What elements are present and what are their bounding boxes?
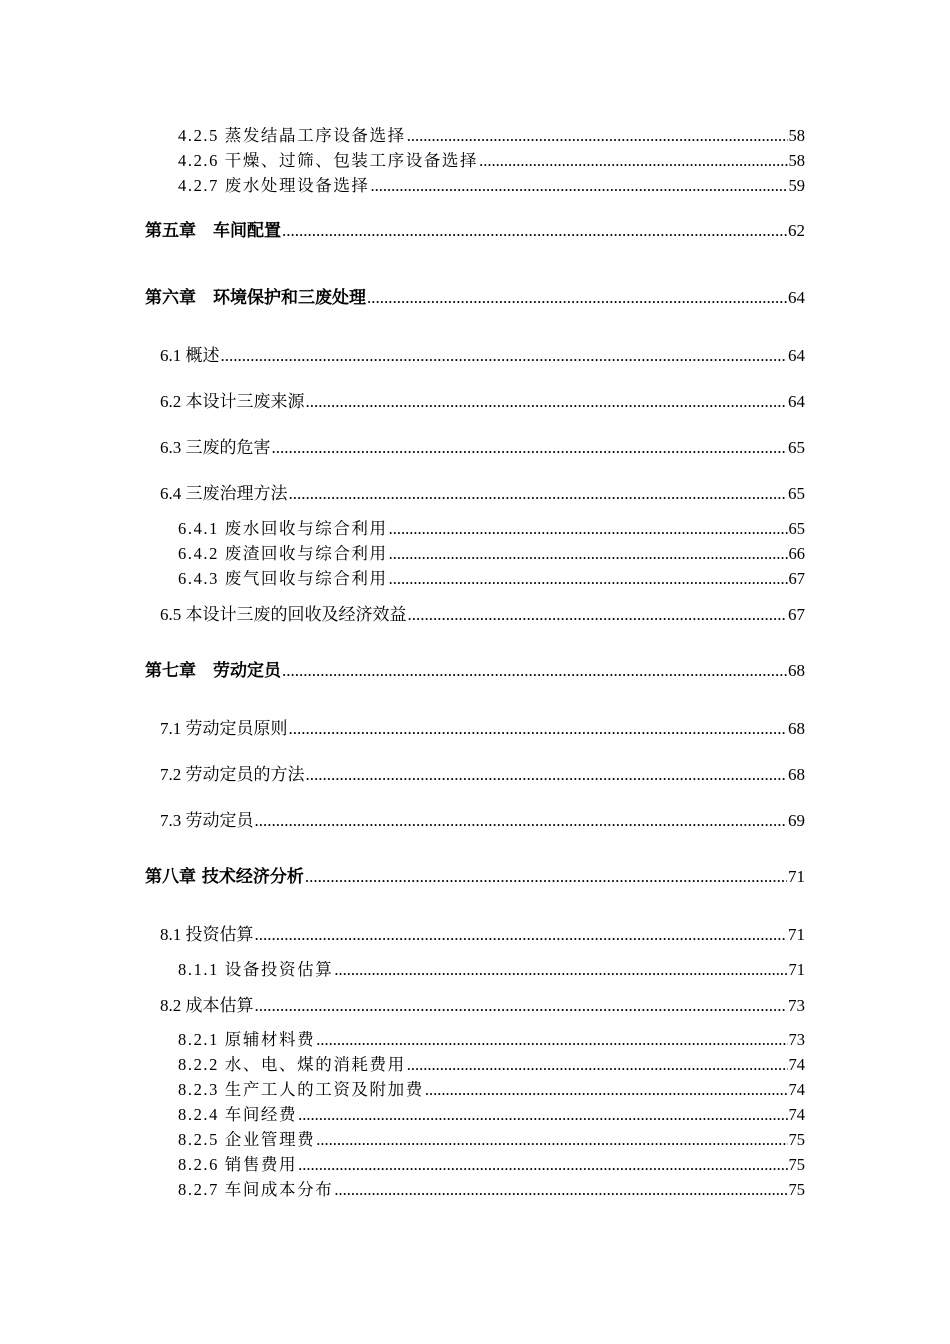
toc-entry-title: 7.1 劳动定员原则 xyxy=(160,719,288,738)
toc-entry-title: 第七章 劳动定员 xyxy=(145,661,281,681)
toc-entry[interactable] xyxy=(145,662,805,680)
toc-dot-leader xyxy=(425,1082,788,1099)
toc-entry-title: 7.3 劳动定员 xyxy=(160,811,254,830)
toc-entry[interactable] xyxy=(178,1082,805,1099)
toc-entry[interactable] xyxy=(178,1032,805,1049)
toc-entry-title: 8.1 投资估算 xyxy=(160,925,254,944)
toc-dot-leader xyxy=(306,393,788,410)
toc-entry[interactable] xyxy=(145,222,805,240)
toc-entry[interactable] xyxy=(178,546,805,563)
toc-page-number: 59 xyxy=(788,176,805,195)
toc-page-number: 58 xyxy=(788,126,805,145)
toc-entry[interactable] xyxy=(160,926,805,943)
toc-entry-title: 6.4.2 废渣回收与综合利用 xyxy=(178,544,388,563)
toc-dot-leader xyxy=(298,1157,787,1174)
toc-entry[interactable] xyxy=(178,178,805,195)
toc-entry-title: 6.3 三废的危害 xyxy=(160,438,271,457)
toc-dot-leader xyxy=(316,1132,787,1149)
toc-entry[interactable] xyxy=(160,347,805,364)
toc-entry[interactable] xyxy=(178,962,805,979)
toc-page-number: 68 xyxy=(788,765,805,784)
toc-dot-leader xyxy=(282,222,787,239)
toc-dot-leader xyxy=(334,1182,787,1199)
toc-dot-leader xyxy=(479,153,787,170)
toc-page-number: 74 xyxy=(788,1105,805,1124)
toc-dot-leader xyxy=(305,868,787,885)
toc-dot-leader xyxy=(289,485,788,502)
toc-entry-title: 6.4.1 废水回收与综合利用 xyxy=(178,519,388,538)
toc-dot-leader xyxy=(389,521,788,538)
toc-dot-leader xyxy=(316,1032,787,1049)
toc-page-number: 73 xyxy=(788,996,805,1015)
toc-entry[interactable] xyxy=(178,1132,805,1149)
toc-page-number: 67 xyxy=(788,569,805,588)
toc-dot-leader xyxy=(272,439,788,456)
toc-page-number: 68 xyxy=(788,719,805,738)
toc-entry[interactable] xyxy=(160,439,805,456)
toc-entry[interactable] xyxy=(160,485,805,502)
toc-dot-leader xyxy=(407,1057,788,1074)
toc-entry[interactable] xyxy=(145,868,805,886)
toc-page-number: 69 xyxy=(788,811,805,830)
toc-dot-leader xyxy=(255,812,788,829)
toc-page-number: 75 xyxy=(788,1180,805,1199)
toc-dot-leader xyxy=(371,178,788,195)
toc-entry-title: 8.2.5 企业管理费 xyxy=(178,1130,316,1149)
toc-entry[interactable] xyxy=(178,1182,805,1199)
toc-dot-leader xyxy=(298,1107,787,1124)
toc-page-number: 74 xyxy=(788,1080,805,1099)
toc-dot-leader xyxy=(255,997,788,1014)
toc-entry-title: 4.2.5 蒸发结晶工序设备选择 xyxy=(178,126,406,145)
toc-page-number: 66 xyxy=(788,544,805,563)
toc-entry[interactable] xyxy=(178,1157,805,1174)
toc-dot-leader xyxy=(334,962,787,979)
toc-entry[interactable] xyxy=(160,606,805,623)
toc-page-number: 62 xyxy=(788,221,805,240)
toc-page-number: 58 xyxy=(788,151,805,170)
toc-entry-title: 7.2 劳动定员的方法 xyxy=(160,765,305,784)
toc-dot-leader xyxy=(408,606,788,623)
toc-entry[interactable] xyxy=(178,521,805,538)
toc-entry[interactable] xyxy=(178,128,805,145)
toc-entry-title: 4.2.6 干燥、过筛、包装工序设备选择 xyxy=(178,151,479,170)
toc-entry-title: 6.2 本设计三废来源 xyxy=(160,392,305,411)
toc-dot-leader xyxy=(367,289,787,306)
toc-entry[interactable] xyxy=(160,997,805,1014)
toc-page-number: 64 xyxy=(788,346,805,365)
toc-dot-leader xyxy=(389,546,788,563)
toc-entry-title: 8.2.3 生产工人的工资及附加费 xyxy=(178,1080,424,1099)
toc-page-number: 71 xyxy=(788,960,805,979)
toc-dot-leader xyxy=(255,926,788,943)
toc-entry-title: 第五章 车间配置 xyxy=(145,221,281,241)
toc-entry-title: 6.4 三废治理方法 xyxy=(160,484,288,503)
toc-page-number: 74 xyxy=(788,1055,805,1074)
toc-entry-title: 8.2.1 原辅材料费 xyxy=(178,1030,316,1049)
toc-entry-title: 8.1.1 设备投资估算 xyxy=(178,960,334,979)
toc-page-number: 65 xyxy=(788,484,805,503)
toc-dot-leader xyxy=(407,128,788,145)
toc-entry[interactable] xyxy=(160,393,805,410)
toc-entry-title: 6.4.3 废气回收与综合利用 xyxy=(178,569,388,588)
toc-dot-leader xyxy=(282,662,787,679)
toc-entry-title: 4.2.7 废水处理设备选择 xyxy=(178,176,370,195)
toc-entry[interactable] xyxy=(178,571,805,588)
toc-entry[interactable] xyxy=(178,1057,805,1074)
toc-entry[interactable] xyxy=(178,153,805,170)
toc-entry[interactable] xyxy=(145,289,805,307)
toc-dot-leader xyxy=(289,720,788,737)
toc-entry[interactable] xyxy=(160,812,805,829)
toc-entry[interactable] xyxy=(160,720,805,737)
toc-entry-title: 8.2.2 水、电、煤的消耗费用 xyxy=(178,1055,406,1074)
toc-page-number: 71 xyxy=(788,925,805,944)
toc-page-number: 64 xyxy=(788,392,805,411)
toc-entry-title: 第八章 技术经济分析 xyxy=(145,867,304,887)
toc-entry-title: 8.2.4 车间经费 xyxy=(178,1105,298,1124)
toc-dot-leader xyxy=(306,766,788,783)
toc-page-number: 68 xyxy=(788,661,805,680)
toc-entry-title: 8.2 成本估算 xyxy=(160,996,254,1015)
toc-entry-title: 8.2.7 车间成本分布 xyxy=(178,1180,334,1199)
toc-entry-title: 8.2.6 销售费用 xyxy=(178,1155,298,1174)
toc-page-number: 75 xyxy=(788,1155,805,1174)
toc-page-number: 64 xyxy=(788,288,805,307)
toc-dot-leader xyxy=(221,347,788,364)
toc-entry[interactable] xyxy=(160,766,805,783)
toc-page-number: 67 xyxy=(788,605,805,624)
toc-entry-title: 6.5 本设计三废的回收及经济效益 xyxy=(160,605,407,624)
toc-entry-title: 第六章 环境保护和三废处理 xyxy=(145,288,366,308)
toc-entry-title: 6.1 概述 xyxy=(160,346,220,365)
toc-page-number: 71 xyxy=(788,867,805,886)
toc-page-number: 73 xyxy=(788,1030,805,1049)
toc-page-number: 65 xyxy=(788,519,805,538)
toc-page-number: 75 xyxy=(788,1130,805,1149)
toc-page-number: 65 xyxy=(788,438,805,457)
toc-entry[interactable] xyxy=(178,1107,805,1124)
toc-dot-leader xyxy=(389,571,788,588)
